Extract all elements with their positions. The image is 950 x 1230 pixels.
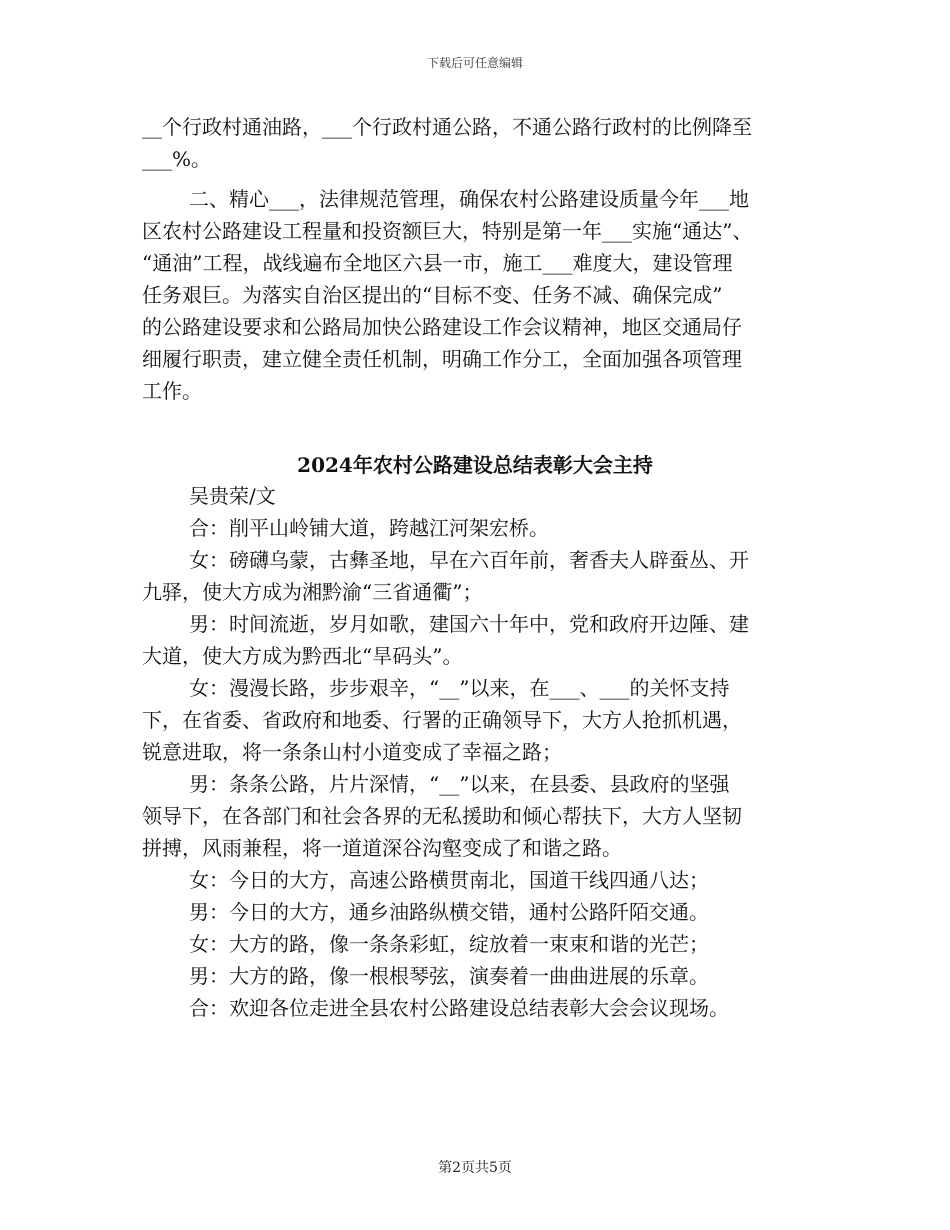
paragraph-line: “通油”工程，战线遍布全地区六县一市，施工___难度大，建设管理 [142,251,733,275]
script-line: 男：时间流逝，岁月如歌，建国六十年中，党和政府开边陲、建 [189,612,749,636]
script-line: 合：欢迎各位走进全县农村公路建设总结表彰大会会议现场。 [189,996,729,1020]
script-line: 合：削平山岭铺大道，跨越江河架宏桥。 [189,516,549,540]
page-number: 第2页共5页 [438,1160,512,1176]
author-line: 吴贵荣/文 [189,484,276,508]
paragraph-line: 任务艰巨。为落实自治区提出的“目标不变、任务不减、确保完成” [142,283,723,307]
script-line: 拼搏，风雨兼程，将一道道深谷沟壑变成了和谐之路。 [142,836,622,860]
paragraph-line: 细履行职责，建立健全责任机制，明确工作分工，全面加强各项管理 [142,347,742,371]
script-line: 大道，使大方成为黔西北“旱码头”。 [142,644,463,668]
section-1-paragraph [142,111,812,175]
script-line: 男：条条公路，片片深情，“__”以来，在县委、县政府的坚强 [189,772,730,796]
paragraph-line: 的公路建设要求和公路局加快公路建设工作会议精神，地区交通局仔 [142,315,742,339]
paragraph-line: 工作。 [142,379,202,403]
script-line: 女：漫漫长路，步步艰辛，“__”以来，在___、___的关怀支持 [189,676,730,700]
script-line: 九驿，使大方成为湘黔渝“三省通衢”； [142,580,483,604]
section-2-paragraph [142,183,812,407]
paragraph-line: ___%。 [142,147,212,171]
script-body [142,480,812,1024]
script-line: 女：磅礴乌蒙，古彝圣地，早在六百年前，奢香夫人辟蚕丛、开 [189,548,749,572]
script-line: 锐意进取，将一条条山村小道变成了幸福之路； [142,740,562,764]
script-line: 下，在省委、省政府和地委、行署的正确领导下，大方人抢抓机遇， [142,708,742,732]
script-line: 女：今日的大方，高速公路横贯南北，国道干线四通八达； [189,868,709,892]
paragraph-line: 二、精心___，法律规范管理，确保农村公路建设质量今年___地 [189,187,749,211]
script-line: 男：今日的大方，通乡油路纵横交错，通村公路阡陌交通。 [189,900,709,924]
script-line: 男：大方的路，像一根根琴弦，演奏着一曲曲进展的乐章。 [189,964,709,988]
paragraph-line: __个行政村通油路，___个行政村通公路，不通公路行政村的比例降至 [142,115,752,139]
document-title: 2024年农村公路建设总结表彰大会主持 [297,453,653,477]
paragraph-line: 区农村公路建设工程量和投资额巨大，特别是第一年___实施“通达”、 [142,219,753,243]
script-line: 领导下，在各部门和社会各界的无私援助和倾心帮扶下，大方人坚韧 [142,804,742,828]
script-line: 女：大方的路，像一条条彩虹，绽放着一束束和谐的光芒； [189,932,709,956]
page-header-note: 下载后可任意编辑 [426,56,523,70]
